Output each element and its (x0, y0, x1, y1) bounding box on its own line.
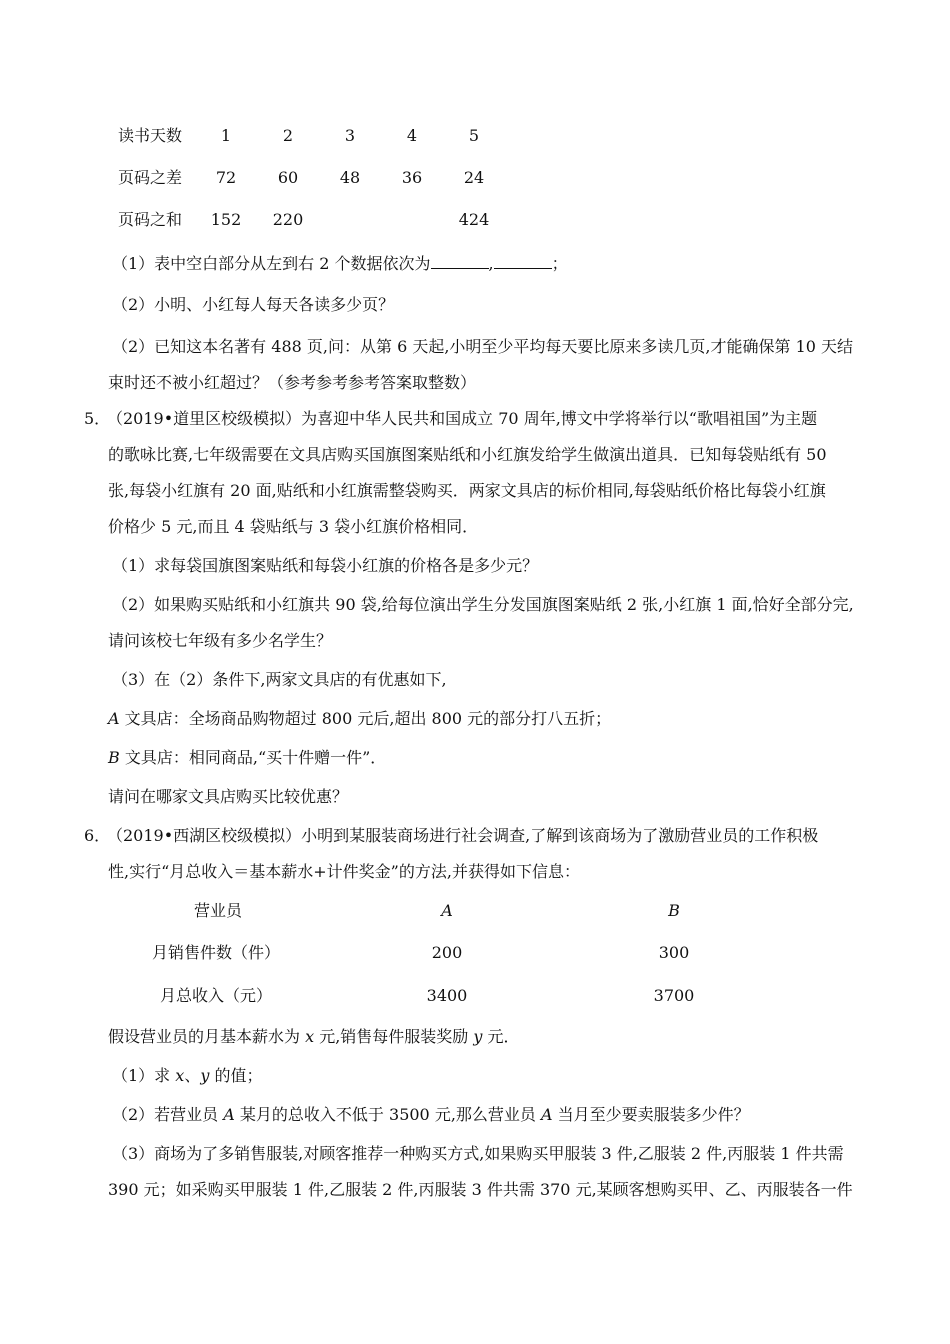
row-label: 读书天数 (118, 126, 183, 145)
table-cell: 300 (658, 943, 690, 962)
q6-assumption: 假设营业员的月基本薪水为 x 元,销售每件服装奖励 y 元． (108, 1027, 520, 1046)
q4-part3: （2）已知这本名著有 488 页,问：从第 6 天起,小明至少平均每天要比原来多读几页,才能确保第 10 天结 (112, 337, 854, 356)
table-cell: 4 (406, 126, 418, 145)
store-a-offer: A 文具店：全场商品购物超过 800 元后,超出 800 元的部分打八五折； (108, 709, 612, 728)
q5-stem: （2019•道里区校级模拟）为喜迎中华人民共和国成立 70 周年,博文中学将举行以“歌唱祖国”为主题 (107, 409, 818, 428)
row-label: 月总收入（元） (159, 986, 273, 1005)
q5-stem: 的歌咏比赛,七年级需要在文具店购买国旗图案贴纸和小红旗发给学生做演出道具．已知每袋贴纸有 50 (108, 445, 827, 464)
table-cell: 72 (215, 168, 237, 187)
table-cell: 2 (282, 126, 294, 145)
q5-stem: 张,每袋小红旗有 20 面,贴纸和小红旗需整袋购买．两家文具店的标价相同,每袋贴纸价格比每袋小红旗 (108, 481, 826, 500)
table-cell: 424 (458, 210, 490, 229)
table-cell: 1 (220, 126, 232, 145)
q5-part1: （1）求每袋国旗图案贴纸和每袋小红旗的价格各是多少元？ (112, 556, 539, 575)
table-cell: 3700 (653, 986, 695, 1005)
table-cell: 3400 (426, 986, 468, 1005)
answer-blank[interactable] (431, 252, 489, 269)
q6-part1: （1）求 x、y 的值； (112, 1066, 263, 1085)
row-label: 页码之和 (118, 210, 183, 229)
q6-stem: 性,实行“月总收入＝基本薪水+计件奖金”的方法,并获得如下信息： (108, 862, 580, 881)
q5-question: 请问在哪家文具店购买比较优惠？ (108, 787, 349, 806)
row-label: 月销售件数（件） (151, 943, 281, 962)
q4-part3-cont: 束时还不被小红超过？（参考参考参考答案取整数） (108, 373, 477, 392)
table-cell: 200 (431, 943, 463, 962)
q5-stem: 价格少 5 元,而且 4 袋贴纸与 3 袋小红旗价格相同． (108, 517, 479, 536)
table-cell: 220 (272, 210, 304, 229)
row-label: 页码之差 (118, 168, 183, 187)
table-cell: 3 (344, 126, 356, 145)
store-b-offer: B 文具店：相同商品,“买十件赠一件”． (108, 748, 387, 767)
table-cell: 5 (468, 126, 480, 145)
q5-number: 5． (84, 409, 111, 428)
table-cell: 36 (401, 168, 423, 187)
table-cell: 24 (463, 168, 485, 187)
q6-part2: （2）若营业员 A 某月的总收入不低于 3500 元,那么营业员 A 当月至少要卖服装多少件？ (112, 1105, 750, 1124)
table-cell: 60 (277, 168, 299, 187)
answer-blank[interactable] (494, 252, 552, 269)
table-cell: 152 (210, 210, 242, 229)
q4-part1: （1）表中空白部分从左到右 2 个数据依次为 , ； (112, 254, 568, 273)
q5-part2: （2）如果购买贴纸和小红旗共 90 袋,给每位演出学生分发国旗图案贴纸 2 张,小红旗 1 面,恰好全部分完, (112, 595, 854, 614)
q6-part3: （3）商场为了多销售服装,对顾客推荐一种购买方式,如果购买甲服装 3 件,乙服装 2 件,丙服装 1 件共需 (112, 1144, 844, 1163)
q6-part3-cont: 390 元；如采购买甲服装 1 件,乙服装 2 件,丙服装 3 件共需 370 元,某顾客想购买甲、乙、丙服装各一件 (108, 1180, 853, 1199)
q5-part2-cont: 请问该校七年级有多少名学生？ (108, 631, 333, 650)
table-header: 营业员 (193, 901, 243, 920)
table-cell: 48 (339, 168, 361, 187)
q6-number: 6． (84, 826, 111, 845)
q6-stem: （2019•西湖区校级模拟）小明到某服装商场进行社会调查,了解到该商场为了激励营业员的工作积极 (107, 826, 819, 845)
q4-part2: （2）小明、小红每人每天各读多少页？ (112, 295, 395, 314)
q5-part3: （3）在（2）条件下,两家文具店的有优惠如下, (112, 670, 447, 689)
table-header: B (668, 901, 680, 920)
table-header: A (441, 901, 453, 920)
